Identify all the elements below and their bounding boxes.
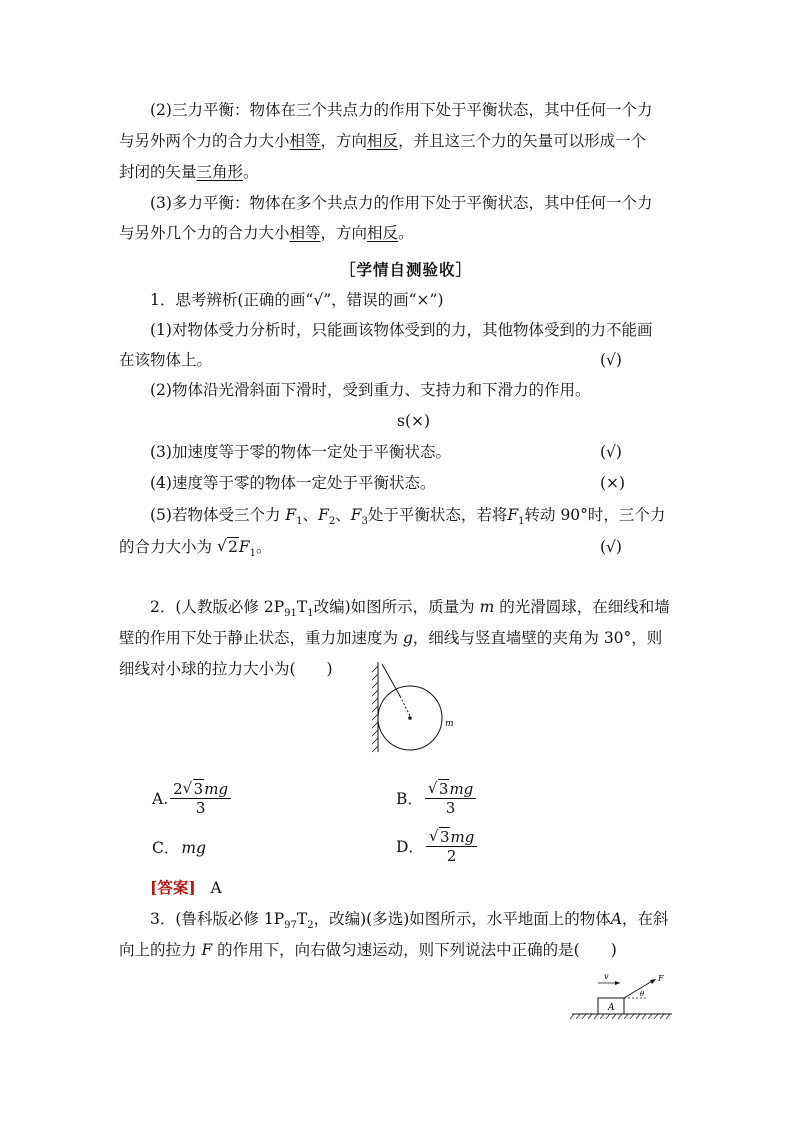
q1-statement-5: (5)若物体受三个力 $F_1$、$F_2$、$F_3$处于平衡状态，若将$F_1$转动 90°时，三个力 [150,506,666,528]
section-heading: ［学情自测验收］ [340,260,473,279]
text: T [296,598,308,616]
angle-label: θ [640,990,645,998]
three-force-line-2 [119,131,675,151]
text: 壁的作用下处于静止状态，重力加速度为 [119,629,399,647]
answer-blank: 相等 [289,132,321,150]
text: 3．(鲁科版必修 1P [150,910,285,928]
velocity-label: v [604,972,609,981]
text: 的光滑圆球，在细线和墙 [499,598,670,616]
q3-line-2 [119,940,675,960]
ball-on-wall-figure [370,660,480,760]
q2-line-3: 细线对小球的拉力大小为( ) [119,660,333,678]
block-force-figure [568,966,678,1026]
text: 。 [243,163,259,181]
text: 的合力大小为 [119,538,213,556]
text: (5)若物体受三个力 [150,506,281,524]
answer-value: A [210,879,222,897]
text: 转动 90°时，三个力 [524,506,666,524]
answer-blank: 相反 [367,132,399,150]
subscript: 97 [284,920,297,932]
text: 与另外两个力的合力大小 [119,132,290,150]
text: ，方向 [320,132,368,150]
force-label: F [658,974,664,983]
multi-force-line-2 [119,223,675,243]
q1-statement-5-cont: 的合力大小为 √ $2F_1$。 [119,537,675,564]
option-a[interactable] [152,780,231,817]
q2-line-1 [150,597,706,624]
option-letter: B． [396,789,423,808]
q1-statement-1: (1)对物体受力分析时，只能画该物体受到的力，其他物体受到的力不能画 [150,321,653,339]
string-dashed [400,696,410,716]
q1-mark-5: (√) [600,538,622,556]
sqrt-expression: √ 2 [217,537,239,557]
q1-statement-4: (4)速度等于零的物体一定处于平衡状态。 [150,474,436,492]
q3-line-1 [150,909,706,936]
option-letter: A. [152,789,169,808]
ground-hatching [570,1014,670,1019]
q1-mark-1: (√) [600,351,622,369]
gravity-symbol: g [402,629,413,647]
text: T [296,910,308,928]
q1-mark-2: s(×) [397,412,431,430]
text: 2．(人教版必修 2P [150,598,285,616]
subscript: 2 [307,920,314,932]
ball-center [408,716,412,720]
fraction: √ $\frac{3mg}{3}$ [425,780,476,817]
answer-label: [答案] [150,878,196,897]
q1-title: 1．思考辨析(正确的画“√”，错误的画“×”) [150,291,444,309]
option-d[interactable] [396,828,477,865]
multi-force-line-1: (3)多力平衡：物体在多个共点力的作用下处于平衡状态，其中任何一个力 [150,194,653,212]
text: 处于平衡状态，若将 [367,506,508,524]
q1-statement-2: (2)物体沿光滑斜面下滑时，受到重力、支持力和下滑力的作用。 [150,381,591,399]
text: ，改编)(多选)如图所示，水平地面上的物体 [313,910,611,928]
option-c[interactable] [152,838,206,858]
mass-label: m [445,719,454,729]
block-label: A [608,1003,615,1013]
force-symbols: F [285,506,297,524]
q1-mark-4: (×) [600,474,626,492]
text: 。 [255,538,272,556]
text: ，在斜 [621,910,669,928]
fraction: $\frac{2√ 3mg}{3}$ [170,780,231,817]
object-symbol: A [610,910,622,928]
force-symbol: F [201,941,213,959]
q2-answer [150,878,706,898]
text: ，并且这三个力的矢量可以形成一个 [398,132,647,150]
text: ，方向 [320,224,368,242]
text: 的作用下，向右做匀速运动，则下列说法中正确的是( ) [217,941,617,959]
q1-statement-3: (3)加速度等于零的物体一定处于平衡状态。 [150,443,451,461]
option-letter: D． [396,837,424,856]
force-arrowhead [650,979,656,984]
fraction: √ $\frac{3mg}{2}$ [426,828,477,865]
q1-statement-1-cont: 在该物体上。 [119,351,213,369]
three-force-line-3 [119,162,675,182]
option-letter: C． [152,839,180,857]
text: ，细线与竖直墙壁的夹角为 30°，则 [412,629,663,647]
answer-blank: 三角形 [196,163,244,181]
subscript: 1 [307,608,314,620]
force-arrow [624,980,654,998]
q2-line-2 [119,628,675,648]
mass-symbol: m [479,598,495,616]
text: 与另外几个力的合力大小 [119,224,290,242]
string-line [382,664,400,696]
subscript: 91 [284,608,297,620]
q1-mark-3: (√) [600,443,622,461]
velocity-arrowhead [615,981,620,985]
three-force-line-1: (2)三力平衡：物体在三个共点力的作用下处于平衡状态，其中任何一个力 [150,101,653,119]
option-value: mg [181,839,206,857]
text: 向上的拉力 [119,941,197,959]
text: 改编)如图所示，质量为 [313,598,475,616]
text: 封闭的矢量 [119,163,197,181]
option-b[interactable] [396,780,476,817]
answer-blank: 相反 [367,224,399,242]
text: 。 [398,224,414,242]
answer-blank: 相等 [289,224,321,242]
wall-hatching [372,666,378,752]
